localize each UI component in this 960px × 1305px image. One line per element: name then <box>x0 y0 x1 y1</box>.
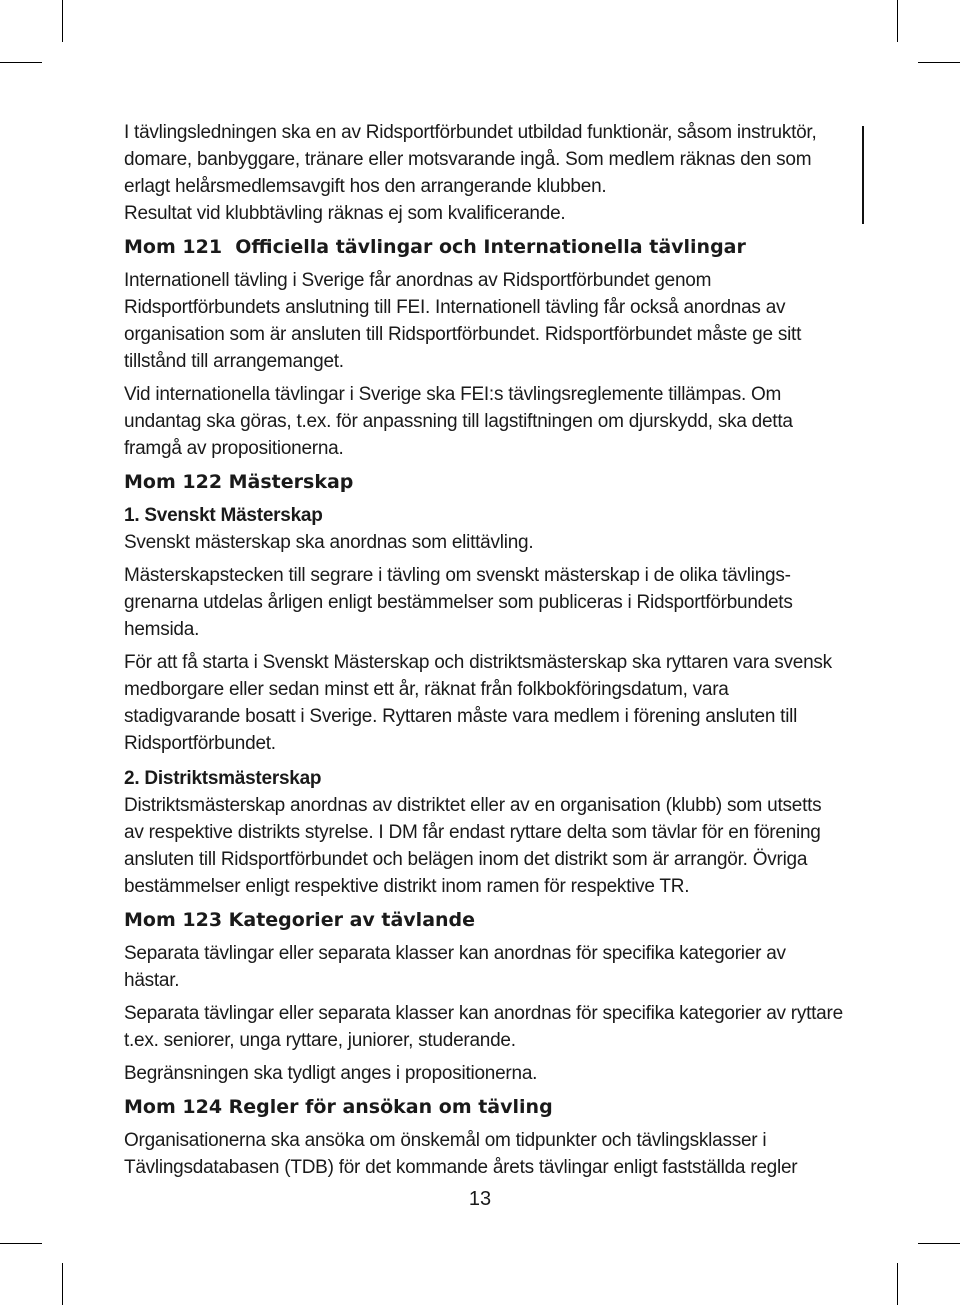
paragraph: Separata tävlingar eller separata klasser kan anordnas för specifika kategorier av hästar. <box>124 943 786 991</box>
subheading-distriktsmasterskap: 2. Distriktsmästerskap <box>124 768 322 789</box>
page-content <box>124 119 844 1181</box>
subheading-svenskt-masterskap: 1. Svenskt Mästerskap <box>124 505 323 526</box>
paragraph: Organisationerna ska ansöka om önskemål om tidpunkter och tävlingsklasser i Tävlingsdatabasen (TDB) för det kommande årets tävlingar enligt fastställda regler <box>124 1130 798 1178</box>
crop-mark-top-left <box>62 0 63 42</box>
crop-mark-bottom-right <box>897 1263 898 1305</box>
paragraph: Separata tävlingar eller separata klasser kan anordnas för specifika kategorier av ryttare t.ex. seniorer, unga ryttare, juniorer, studerande. <box>124 1003 843 1051</box>
paragraph: Internationell tävling i Sverige får anordnas av Ridsportförbundet genom Ridsportförbundets anslutning till FEI. Internationell tävling får också anordnas av organisation som är ansluten till Ridsportförbundet. Ridsportförbundet måste ge sitt tillstånd till arrangemanget. <box>124 270 802 372</box>
page-number: 13 <box>468 1188 492 1210</box>
margin-rule <box>862 126 864 224</box>
crop-mark-bottom-left-h <box>0 1243 42 1244</box>
crop-mark-top-right-h <box>918 62 960 63</box>
paragraph: För att få starta i Svenskt Mästerskap och distriktsmästerskap ska ryttaren vara svensk medborgare eller sedan minst ett år, räknat från folkbokföringsdatum, vara stadigvarande bosatt i Sverige. Ryttaren måste vara medlem i förening ansluten till Ridsportförbundet. <box>124 652 832 754</box>
paragraph: I tävlingsledningen ska en av Ridsportförbundet utbildad funktionär, såsom instruktör, domare, banbyggare, tränare eller motsvarande ingå. Som medlem räknas den som erlagt helårsmedlemsavgift hos den arrangerande klubben. <box>124 122 817 197</box>
section-heading-mom-121: Mom 121 Officiella tävlingar och Internationella tävlingar <box>124 236 746 258</box>
crop-mark-bottom-right-h <box>918 1243 960 1244</box>
section-heading-mom-124: Mom 124 Regler för ansökan om tävling <box>124 1096 553 1118</box>
paragraph: Resultat vid klubbtävling räknas ej som kvalificerande. <box>124 203 566 224</box>
paragraph: Vid internationella tävlingar i Sverige ska FEI:s tävlingsreglemente tillämpas. Om undantag ska göras, t.ex. för anpassning till lagstiftningen om djurskydd, ska detta framgå av propositionerna. <box>124 384 793 459</box>
paragraph: Mästerskapstecken till segrare i tävling om svenskt mästerskap i de olika tävlingsgrenarna utdelas årligen enligt bestämmelser som publiceras i Ridsportförbundets hemsida. <box>124 565 793 640</box>
section-heading-mom-123: Mom 123 Kategorier av tävlande <box>124 909 476 931</box>
crop-mark-top-right <box>897 0 898 42</box>
paragraph: Svenskt mästerskap ska anordnas som elittävling. <box>124 532 534 553</box>
paragraph: Distriktsmästerskap anordnas av distriktet eller av en organisation (klubb) som utsetts av respektive distrikts styrelse. I DM får endast ryttare delta som tävlar för en förening ansluten till Ridsportförbundet och belägen inom det distrikt som är arrangör. Övriga bestämmelser enligt respektive distrikt inom ramen för respektive TR. <box>124 795 822 897</box>
paragraph: Begränsningen ska tydligt anges i propositionerna. <box>124 1063 538 1084</box>
section-heading-mom-122: Mom 122 Mästerskap <box>124 471 354 493</box>
crop-mark-bottom-left <box>62 1263 63 1305</box>
crop-mark-top-left-h <box>0 62 42 63</box>
